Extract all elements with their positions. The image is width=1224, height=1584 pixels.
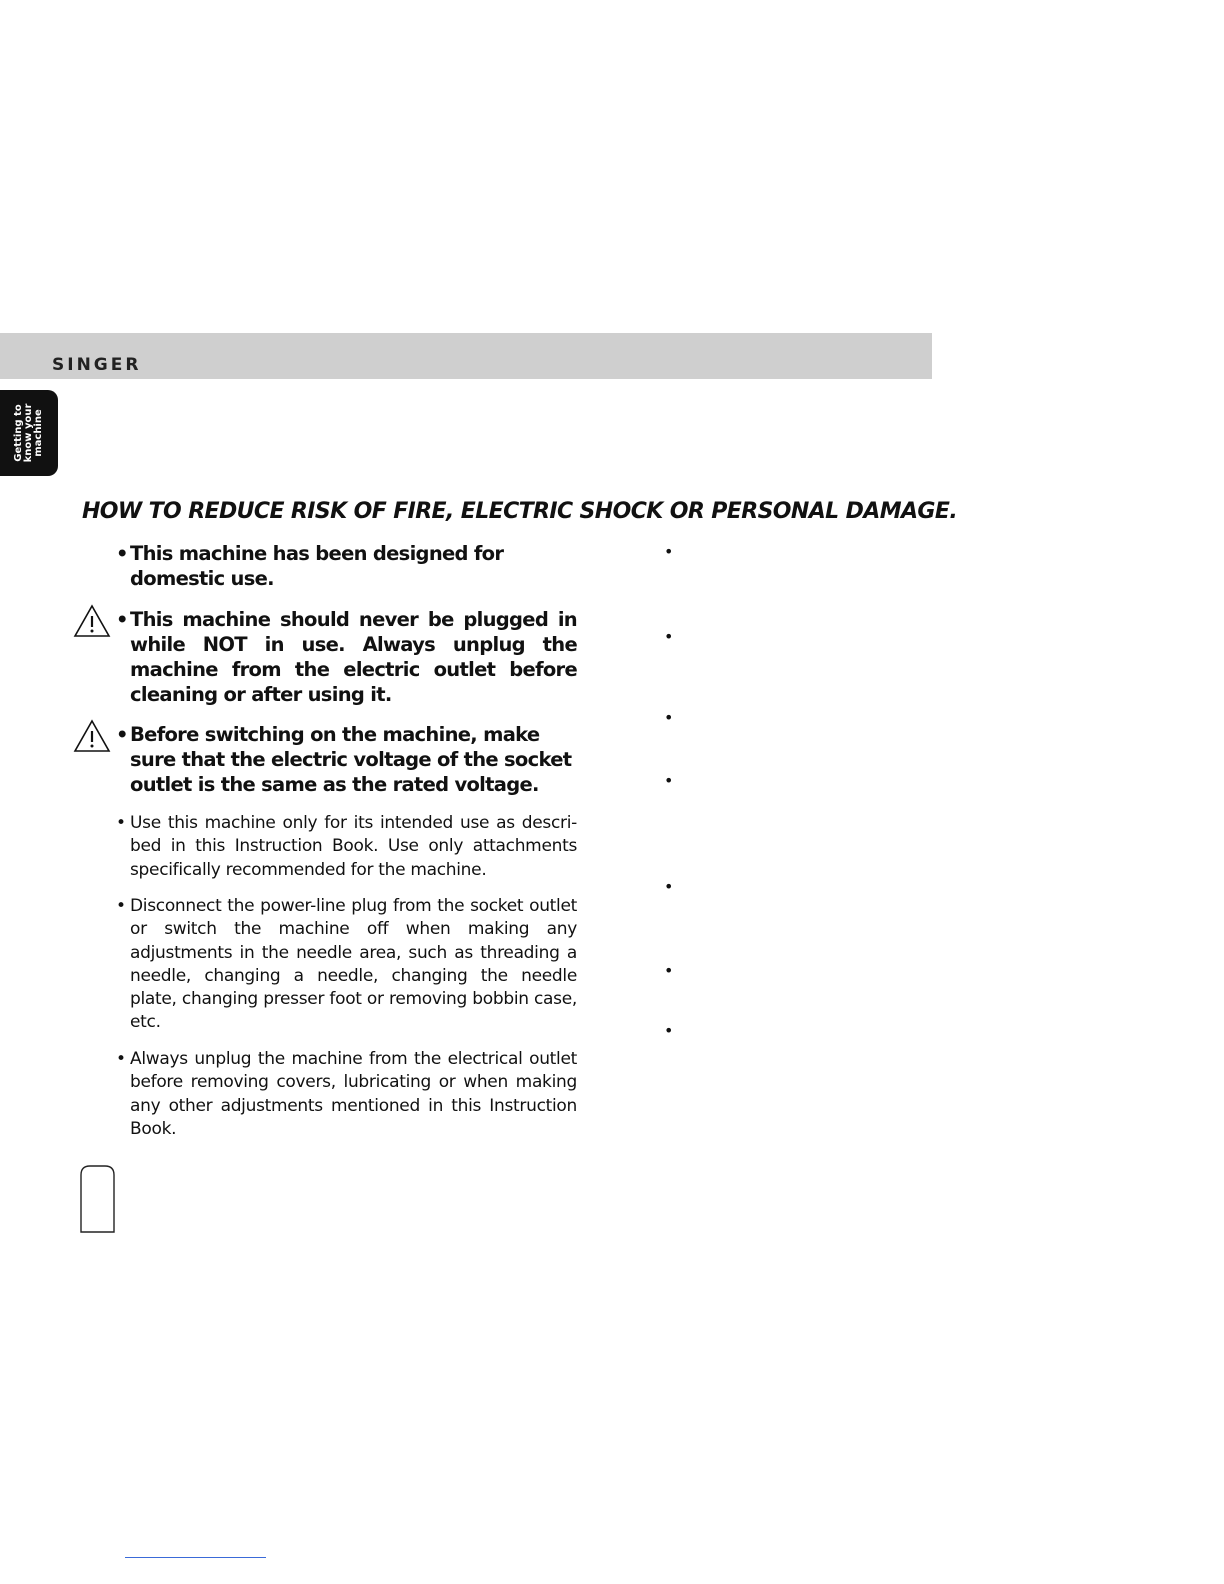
bullet-icon: • <box>664 771 674 790</box>
bullet-icon: • <box>664 542 674 561</box>
bullet-icon: • <box>116 1049 126 1069</box>
bullet-icon: • <box>116 813 126 833</box>
bullet-icon: • <box>664 627 674 646</box>
bullet-icon: • <box>116 896 126 916</box>
list-item <box>116 607 577 707</box>
warning-triangle-icon <box>73 719 111 753</box>
warning-triangle-icon <box>73 604 111 638</box>
list-item-text: Disconnect the power-line plug from the socket outlet or switch the machine off when making any adjustments in the needle area, such as threading a needle, changing a needle, changing the needle plate, changing presser foot or removing bobbin case, etc. <box>130 896 577 1033</box>
list-item <box>116 541 577 591</box>
bullet-icon: • <box>664 708 674 727</box>
list-item-text: Use this machine only for its intended use as descri-bed in this Instruction Book. Use only attachments specifically recommended for the machine. <box>130 813 577 880</box>
bullet-icon: • <box>664 961 674 980</box>
bullet-icon: • <box>116 608 128 631</box>
list-item <box>116 895 577 1035</box>
list-item <box>116 812 577 882</box>
list-item-text: Before switching on the machine, make sure that the electric voltage of the socket outlet is the same as the rated voltage. <box>130 723 572 796</box>
bullet-icon: • <box>116 723 128 746</box>
list-item-text: Always unplug the machine from the electrical outlet before removing covers, lubricating or when making any other adjustments mentioned in this Instruction Book. <box>130 1049 577 1139</box>
page-tab-marker-icon <box>80 1165 115 1233</box>
list-item <box>116 722 577 797</box>
list-item <box>116 1048 577 1141</box>
bullet-icon: • <box>664 1021 674 1040</box>
brand-logo: SINGER <box>52 355 142 375</box>
bullet-icon: • <box>664 877 674 896</box>
footer-rule <box>125 1557 266 1558</box>
section-tab[interactable] <box>0 390 58 476</box>
section-tab-label: Getting to know your machine <box>13 403 44 463</box>
list-item-text: This machine has been designed for domestic use. <box>130 542 504 590</box>
list-item-text: This machine should never be plugged in while NOT in use. Always unplug the machine from the electric outlet before cleaning or after using it. <box>130 608 577 706</box>
page-heading: HOW TO REDUCE RISK OF FIRE, ELECTRIC SHOCK OR PERSONAL DAMAGE. <box>82 499 958 524</box>
bullet-icon: • <box>116 542 128 565</box>
